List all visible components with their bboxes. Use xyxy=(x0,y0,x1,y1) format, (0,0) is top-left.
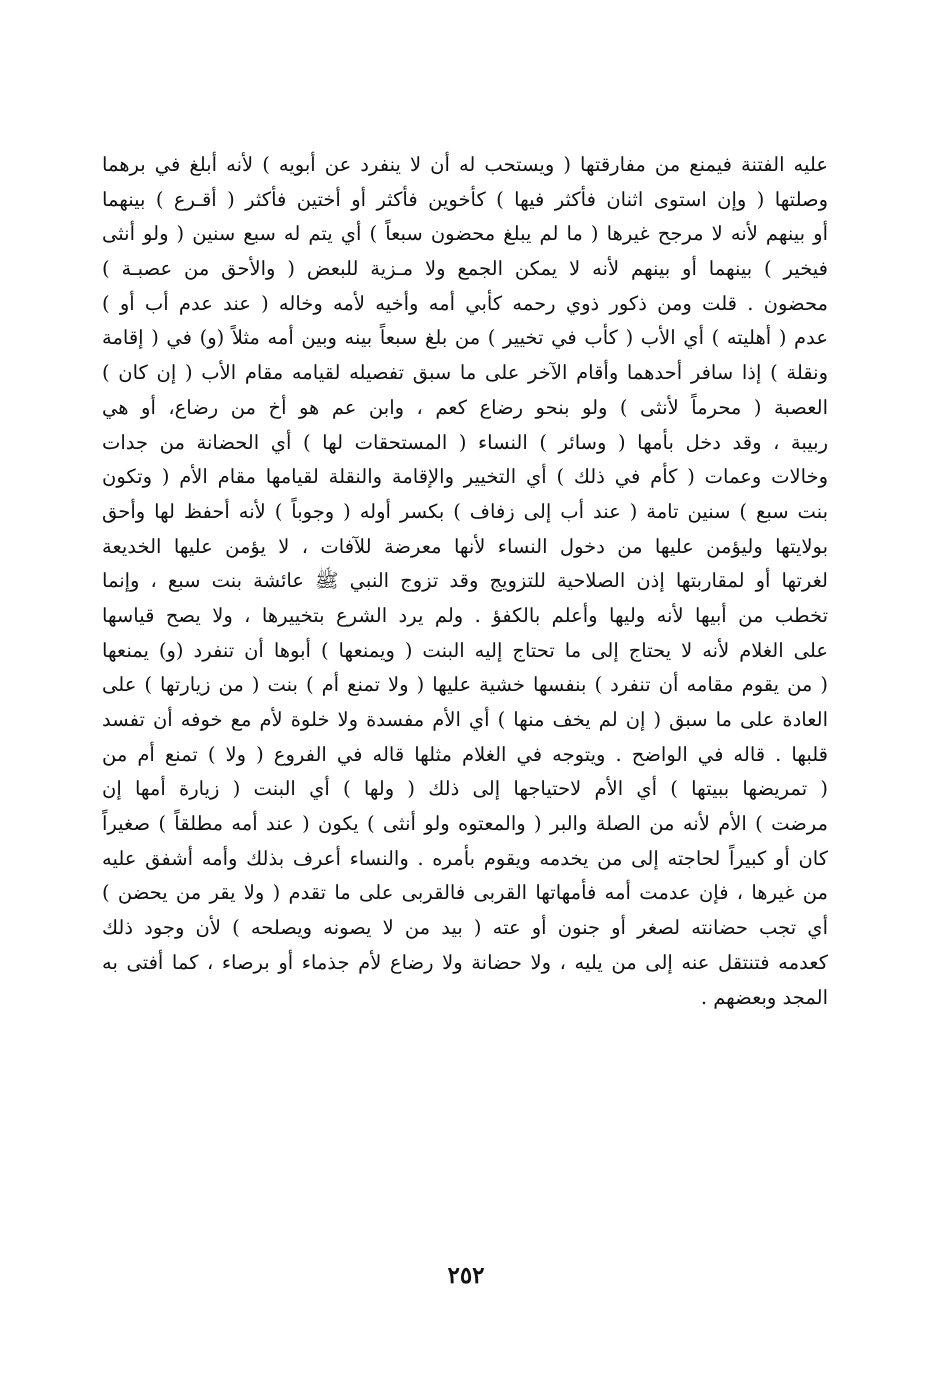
page-number: ٢٥٢ xyxy=(447,1262,485,1289)
text-line: كان أو كبيراً لحاجته إلى من يخدمه ويقوم بأمره . والنساء أعرف بذلك وأمه أشفق عليه xyxy=(102,846,828,870)
text-line: بنت سبع ) سنين تامة ( عند أب إلى زفاف ) بكسر أوله ( وجوباً ) لأنه أحفظ لها وأحق xyxy=(102,499,828,523)
text-line: ( تمريضها ببيتها ) أي الأم لاحتياجها إلى ذلك ( ولها ) أي البنت ( زيارة أمها إن xyxy=(102,777,828,801)
text-line: كعدمه فتنتقل عنه إلى من يليه ، ولا حضانة ولا رضاع لأم جذماء أو برصاء ، كما أفتى به xyxy=(102,950,828,974)
text-line: المجد وبعضهم . xyxy=(700,985,828,1009)
text-line: تخطب من أبيها لأنه وليها وأعلم بالكفؤ . ولم يرد الشرع بتخييرها ، ولا يصح قياسها xyxy=(102,603,828,627)
text-line: عليه الفتنة فيمنع من مفارقتها ( ويستحب له أن لا ينفرد عن أبويه ) لأنه أبلغ في برهما xyxy=(102,153,828,176)
body-text xyxy=(102,148,828,1015)
text-line: العصبة ( محرماً لأنثى ) ولو بنحو رضاع كعم ، وابن عم هو أخ من رضاع، أو هي xyxy=(102,395,828,419)
text-line: فيخير ) بينهما أو بينهم لأنه لا يمكن الجمع ولا مـزية للبعض ( والأحق من عصبـة ) xyxy=(102,257,828,281)
text-line: قلبها . قاله في الواضح . ويتوجه في الغلام مثلها قاله في الفروع ( ولا ) تمنع أم من xyxy=(102,742,828,766)
text-line: أو بينهم لأنه لا مرجح غيرها ( ما لم يبلغ محضون سبعاً ) أي يتم له سبع سنين ( ولو أنثى xyxy=(102,222,828,246)
text-line: العادة على ما سبق ( إن لم يخف منها ) أي الأم مفسدة ولا خلوة لأم مع خوفه أن تفسد xyxy=(102,708,828,731)
text-line: عدم ( أهليته ) أي الأب ( كأب في تخيير ) من بلغ سبعاً بينه وبين أمه مثلاً (و) في ( إقامة xyxy=(102,326,828,350)
text-line: ( من يقوم مقامه أن تنفرد ) بنفسها خشية عليها ( ولا تمنع أم ) بنت ( من زيارتها ) على xyxy=(102,673,828,697)
text-line: أي تجب حضانته لصغر أو جنون أو عته ( بيد من لا يصونه ويصلحه ) لأن وجود ذلك xyxy=(102,916,828,940)
text-line: وخالات وعمات ( كأم في ذلك ) أي التخيير والإقامة والنقلة لقيامها مقام الأم ( وتكون xyxy=(102,465,828,489)
text-line: محضون . قلت ومن ذكور ذوي رحمه كأبي أمه وأخيه لأمه وخاله ( عند عدم أب أو ) xyxy=(102,291,828,315)
text-line: مرضت ) الأم لأنه من الصلة والبر ( والمعتوه ولو أنثى ) يكون ( عند أمه مطلقاً ) صغيراً xyxy=(102,812,828,836)
text-line: وصلتها ( وإن استوى اثنان فأكثر فيها ) كأخوين فأكثر أو أختين فأكثر ( أقـرع ) بينهما xyxy=(102,187,828,211)
text-line: بولايتها وليؤمن عليها من دخول النساء لأنها معرضة للآفات ، لا يؤمن عليها الخديعة xyxy=(102,534,828,558)
text-line: على الغلام لأنه لا يحتاج إلى ما تحتاج إليه البنت ( ويمنعها ) أبوها أن تنفرد (و) يمنعها xyxy=(102,638,828,662)
text-line: من غيرها ، فإن عدمت أمه فأمهاتها القربى فالقربى على ما تقدم ( ولا يقر من يحضن ) xyxy=(102,881,828,905)
text-line: ونقلة ) إذا سافر أحدهما وأقام الآخر على ما سبق تفصيله لقيامه مقام الأب ( إن كان ) xyxy=(102,361,828,385)
text-line: لغرتها أو لمقاربتها إذن الصلاحية للتزويج وقد تزوج النبي ﷺ عائشة بنت سبع ، وإنما xyxy=(102,569,828,593)
text-line: ربيبة ، وقد دخل بأمها ( وسائر ) النساء ( المستحقات لها ) أي الحضانة من جدات xyxy=(102,430,828,454)
